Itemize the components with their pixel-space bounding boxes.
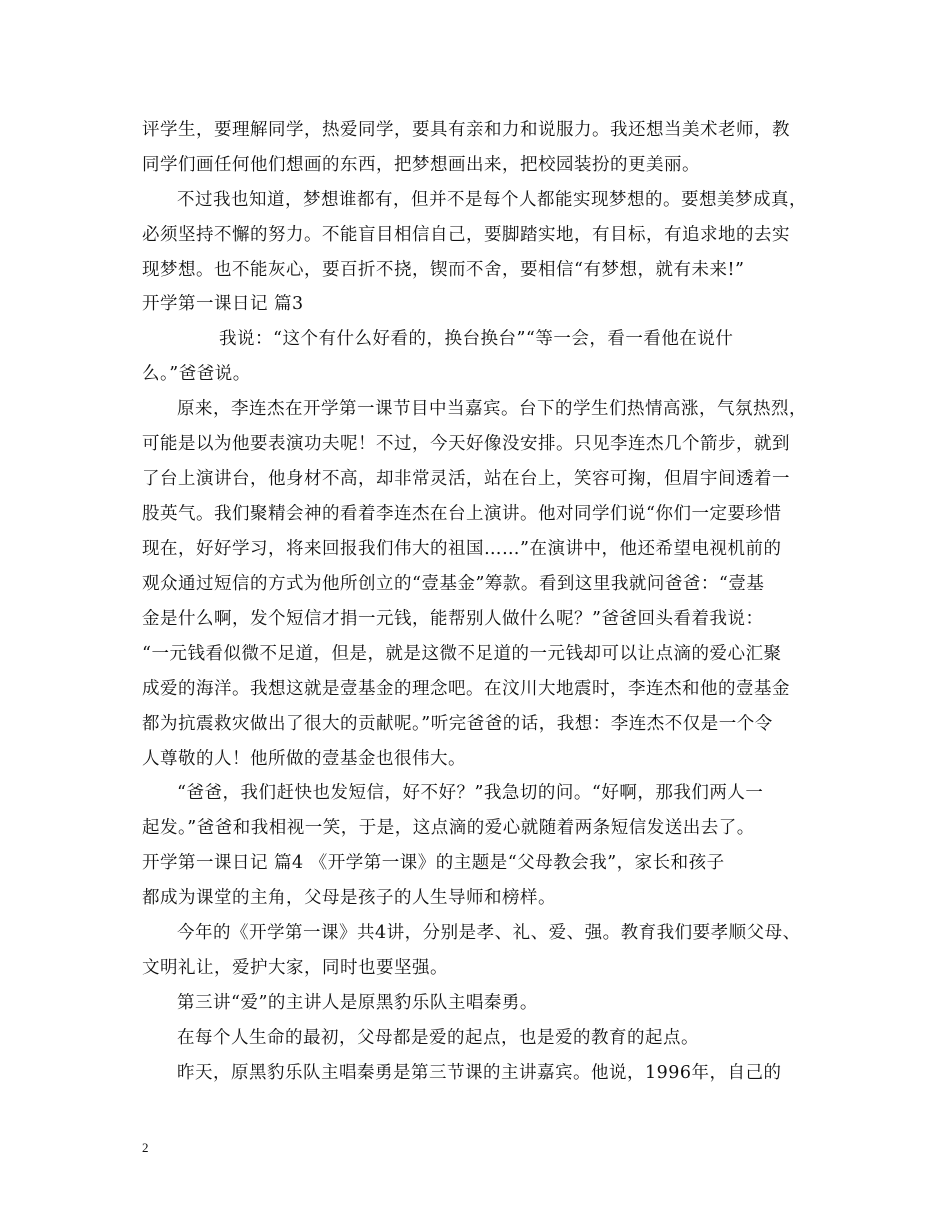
text-line: 文明礼让，爱护大家，同时也要坚强。 [142,958,448,978]
text-line: 评学生，要理解同学，热爱同学，要具有亲和力和说服力。我还想当美术老师，教 [142,120,790,140]
text-line: 观众通过短信的方式为他所创立的“壹基金”筹款。看到这里我就问爸爸：“壹基 [142,574,765,594]
text-line: 金是什么啊，发个短信才捐一元钱，能帮别人做什么呢？”爸爸回头看着我说： [142,609,764,629]
text-line: 现梦想。也不能灰心，要百折不挠，锲而不舍，要相信“有梦想，就有未来!” [142,260,745,280]
page-number: 2 [142,1140,149,1155]
text-line: 必须坚持不懈的努力。不能盲目相信自己，要脚踏实地，有目标，有追求地的去实 [142,225,790,245]
text-line: 都成为课堂的主角，父母是孩子的人生导师和榜样。 [142,888,556,908]
text-line: 我说：“这个有什么好看的，换台换台”“等一会，看一看他在说什 [219,329,734,349]
text-line: 第三讲“爱”的主讲人是原黑豹乐队主唱秦勇。 [177,993,538,1013]
text-line: 么。”爸爸说。 [142,364,251,384]
section-heading: 开学第一课日记 篇3 [142,294,304,314]
section-heading: 开学第一课日记 篇4 《开学第一课》的主题是“父母教会我”，家长和孩子 [142,853,725,873]
text-line: 了台上演讲台，他身材不高，却非常灵活，站在台上，笑容可掬，但眉宇间透着一 [142,469,790,489]
text-line: 在每个人生命的最初，父母都是爱的起点，也是爱的教育的起点。 [177,1028,699,1048]
text-line: 都为抗震救灾做出了很大的贡献呢。”听完爸爸的话，我想：李连杰不仅是一个令 [142,714,773,734]
text-line: “一元钱看似微不足道，但是，就是这微不足道的一元钱却可以让点滴的爱心汇聚 [142,644,782,664]
text-line: 成爱的海洋。我想这就是壹基金的理念吧。在汶川大地震时，李连杰和他的壹基金 [142,679,790,699]
text-line: “爸爸，我们赶快也发短信，好不好？”我急切的问。“好啊，那我们两人一 [177,783,764,803]
text-line: 人尊敬的人！他所做的壹基金也很伟大。 [142,749,466,769]
text-line: 同学们画任何他们想画的东西，把梦想画出来，把校园装扮的更美丽。 [142,155,700,175]
text-line: 起发。”爸爸和我相视一笑，于是，这点滴的爱心就随着两条短信发送出去了。 [142,818,755,838]
text-line: 股英气。我们聚精会神的看着李连杰在台上演讲。他对同学们说“你们一定要珍惜 [142,504,782,524]
text-line: 昨天，原黑豹乐队主唱秦勇是第三节课的主讲嘉宾。他说，1996年，自己的 [177,1063,782,1083]
text-line: 今年的《开学第一课》共4讲，分别是孝、礼、爱、强。教育我们要孝顺父母、 [177,923,801,943]
text-line: 不过我也知道，梦想谁都有，但并不是每个人都能实现梦想的。要想美梦成真， [177,190,807,210]
text-line: 现在，好好学习，将来回报我们伟大的祖国……”在演讲中，他还希望电视机前的 [142,539,782,559]
text-line: 可能是以为他要表演功夫呢！不过，今天好像没安排。只见李连杰几个箭步，就到 [142,434,790,454]
text-line: 原来，李连杰在开学第一课节目中当嘉宾。台下的学生们热情高涨，气氛热烈， [177,399,807,419]
